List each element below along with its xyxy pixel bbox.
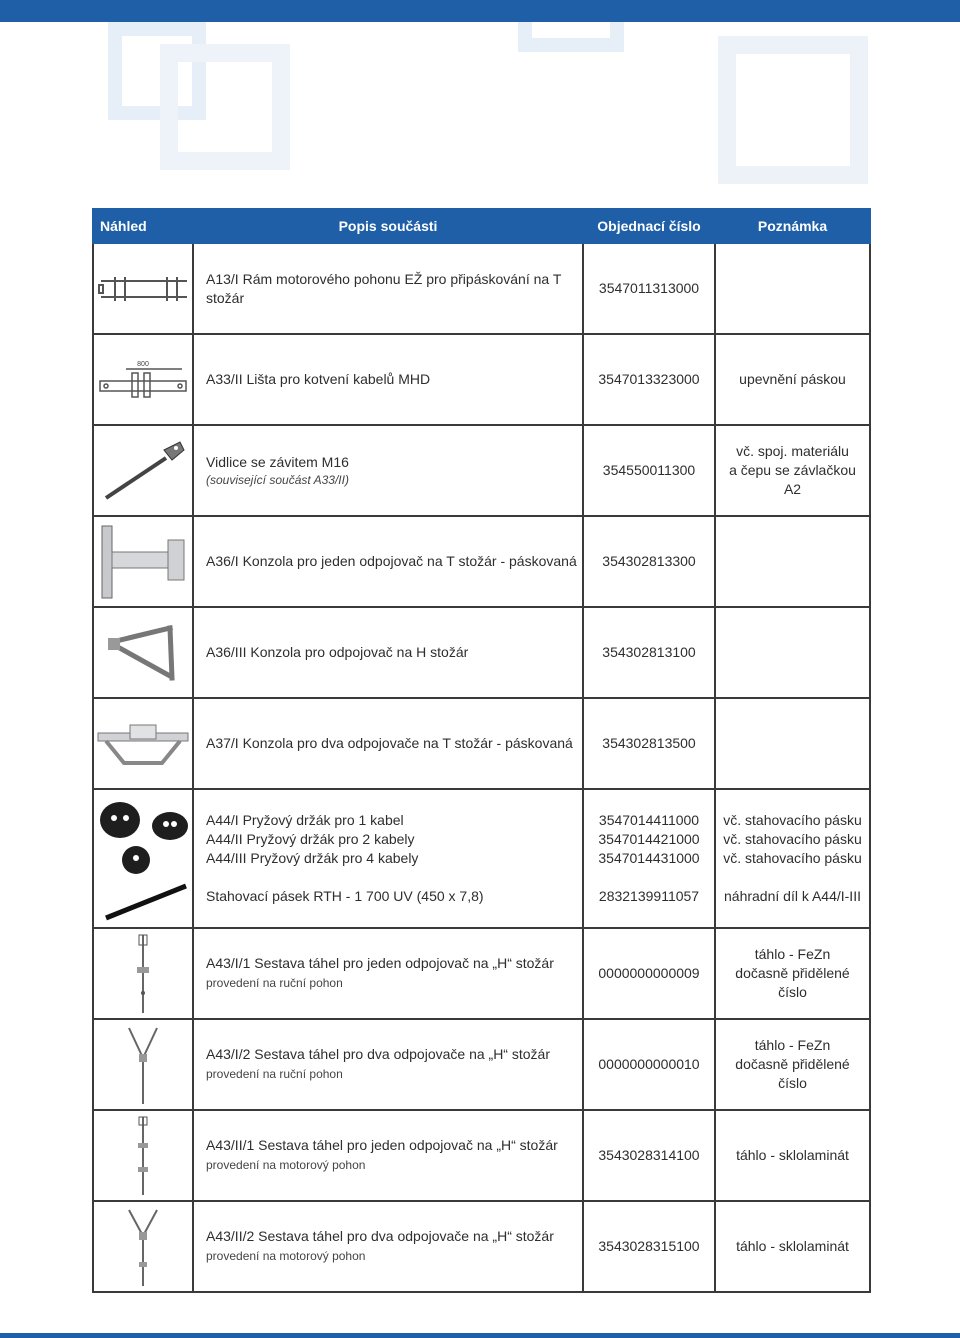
motor-frame-image [97,269,189,309]
description-text: A43/II/1 Sestava táhel pro jeden odpojovač na „H“ stožár [206,1137,558,1153]
drawing-dimension-label: 800 [137,360,149,368]
order-number-line: 3547014411000 [598,812,700,828]
description-cell: A36/I Konzola pro jeden odpojovač na T stožár - páskovaná [193,516,583,607]
rod-assembly-double-image [123,1024,163,1106]
note-line: číslo [778,984,807,1000]
header-description: Popis součásti [193,209,583,243]
preview-cell [93,789,193,928]
description-cell: A36/III Konzola pro odpojovač na H stožár [193,607,583,698]
bottom-banner-bar [0,1333,960,1338]
preview-cell [93,425,193,516]
preview-cell [93,607,193,698]
note-cell [715,789,870,928]
note-cell [715,928,870,1019]
note-cell [715,1019,870,1110]
rod-assembly-motor-double-image [123,1206,163,1288]
preview-cell [93,1201,193,1292]
note-line: vč. spoj. materiálu [736,443,849,459]
description-cell [193,425,583,516]
order-number-cell: 0000000000009 [583,928,715,1019]
order-number-line: 3547014431000 [598,850,700,866]
description-line: Stahovací pásek RTH - 1 700 UV (450 x 7,8) [206,888,484,904]
decorative-square [160,44,290,170]
table-row [93,607,870,698]
description-line: A44/III Pryžový držák pro 4 kabely [206,850,419,866]
table-header-row [93,209,870,243]
description-cell: A33/II Lišta pro kotvení kabelů MHD [193,334,583,425]
order-number-cell: 0000000000010 [583,1019,715,1110]
description-subtext: provedení na ruční pohon [206,976,343,990]
note-line: vč. stahovacího pásku [723,850,862,866]
threaded-fork-image [98,436,188,506]
description-subtext: provedení na motorový pohon [206,1249,366,1263]
table-row [93,1110,870,1201]
note-line: číslo [778,1075,807,1091]
order-number-cell: 354302813300 [583,516,715,607]
note-cell [715,516,870,607]
table-row [93,698,870,789]
order-number-cell: 354550011300 [583,425,715,516]
note-cell [715,425,870,516]
header-preview: Náhled [93,209,193,243]
decorative-square [718,36,868,184]
description-cell [193,789,583,928]
note-cell: táhlo - sklolaminát [715,1201,870,1292]
description-text: Vidlice se závitem M16 [206,453,349,470]
bracket-h-mast-image [100,620,186,686]
decorative-square [518,22,624,52]
header-order-number: Objednací číslo [583,209,715,243]
order-number-line: 3547014421000 [598,831,700,847]
description-cell [193,1019,583,1110]
table-row [93,1019,870,1110]
preview-cell [93,1019,193,1110]
note-line: dočasně přidělené [735,965,850,981]
order-number-cell: 3547011313000 [583,243,715,334]
bracket-t-mast-image [98,522,188,602]
table-row [93,243,870,334]
note-cell [715,607,870,698]
table-row [93,425,870,516]
note-line: a čepu se závlačkou [729,462,856,478]
note-line: vč. stahovacího pásku [723,831,862,847]
table-row [93,334,870,425]
description-text: A43/I/2 Sestava táhel pro dva odpojovače na „H“ stožár [206,1046,550,1062]
description-line: A44/I Pryžový držák pro 1 kabel [206,812,404,828]
note-line: vč. stahovacího pásku [723,812,862,828]
order-number-cell: 3543028315100 [583,1201,715,1292]
preview-cell [93,516,193,607]
rubber-holders-image [96,794,192,924]
order-number-cell: 354302813100 [583,607,715,698]
note-line: A2 [783,481,802,497]
note-cell: táhlo - sklolaminát [715,1110,870,1201]
description-subtext: (související součást A33/II) [206,472,349,487]
note-cell [715,698,870,789]
preview-cell [93,1110,193,1201]
description-cell [193,1201,583,1292]
table-row [93,516,870,607]
note-line: táhlo - FeZn [754,1037,831,1053]
note-line: táhlo - FeZn [754,946,831,962]
order-number-cell: 3547013323000 [583,334,715,425]
description-cell: A13/I Rám motorového pohonu EŽ pro připáskování na T stožár [193,243,583,334]
preview-cell [93,698,193,789]
order-number-cell: 3543028314100 [583,1110,715,1201]
cable-rail-drawing [96,357,190,403]
table-row [93,789,870,928]
header-note: Poznámka [715,209,870,243]
note-cell: upevnění páskou [715,334,870,425]
description-cell [193,1110,583,1201]
description-text: A43/I/1 Sestava táhel pro jeden odpojovač na „H“ stožár [206,955,554,971]
description-subtext: provedení na motorový pohon [206,1158,366,1172]
note-line: náhradní díl k A44/I-III [724,888,861,904]
description-subtext: provedení na ruční pohon [206,1067,343,1081]
note-line: dočasně přidělené [735,1056,850,1072]
order-number-cell [583,789,715,928]
description-line: A44/II Pryžový držák pro 2 kabely [206,831,415,847]
preview-cell [93,334,193,425]
table-row [93,928,870,1019]
parts-table [92,208,871,1293]
note-cell [715,243,870,334]
top-banner-bar [0,0,960,22]
preview-cell [93,243,193,334]
order-number-line: 2832139911057 [598,888,700,904]
rod-assembly-motor-single-image [128,1115,158,1197]
preview-cell [93,928,193,1019]
description-cell [193,928,583,1019]
rod-assembly-single-image [128,933,158,1015]
order-number-cell: 354302813500 [583,698,715,789]
table-row [93,1201,870,1292]
description-cell: A37/I Konzola pro dva odpojovače na T stožár - páskovaná [193,698,583,789]
bracket-two-switches-image [96,719,190,769]
description-text: A43/II/2 Sestava táhel pro dva odpojovače na „H“ stožár [206,1228,554,1244]
